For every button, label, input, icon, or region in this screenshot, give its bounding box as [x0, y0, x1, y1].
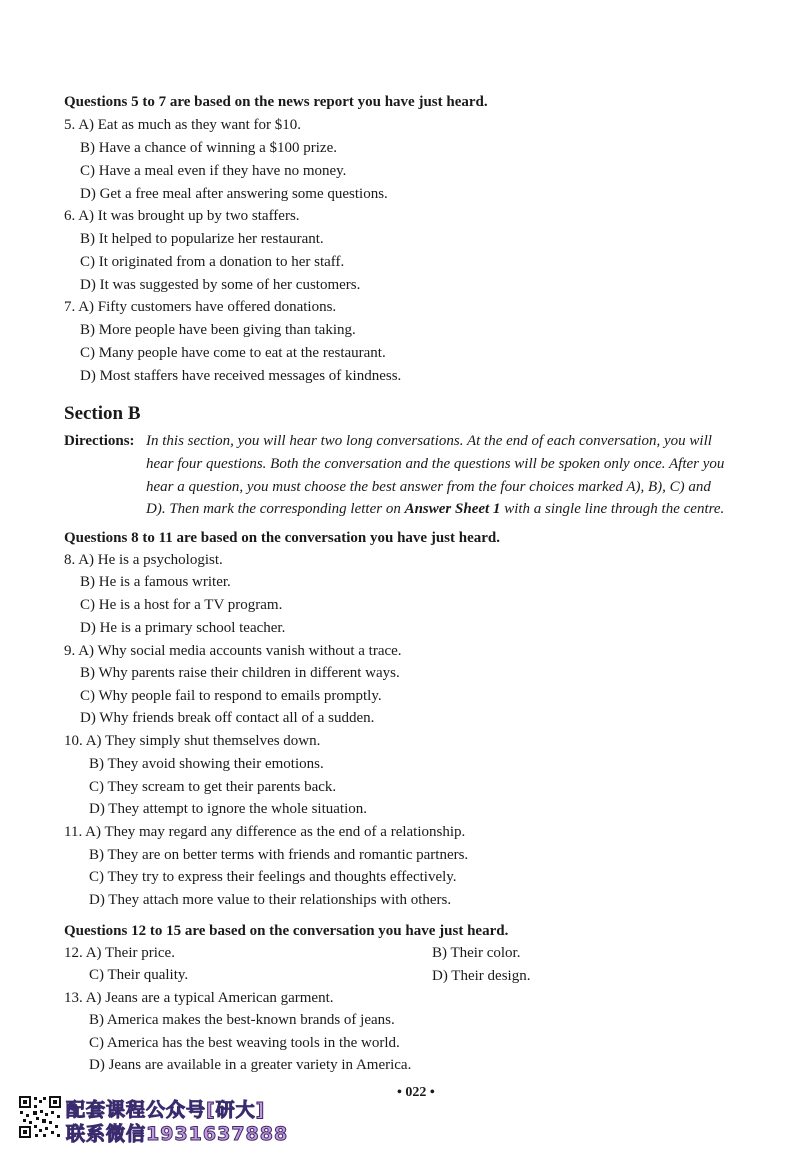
question-7-c: C) Many people have come to eat at the restaurant. [80, 345, 386, 361]
question-5-c: C) Have a meal even if they have no money. [80, 163, 347, 179]
question-6-c: C) It originated from a donation to her staff. [80, 254, 345, 270]
question-10-b: B) They avoid showing their emotions. [89, 756, 324, 772]
qr-code-icon [18, 1095, 62, 1139]
question-12-a: 12. A) Their price. [64, 945, 175, 961]
question-13-c: C) America has the best weaving tools in the world. [89, 1035, 400, 1051]
question-9-a: 9. A) Why social media accounts vanish without a trace. [64, 643, 402, 659]
group-heading: Questions 5 to 7 are based on the news report you have just heard. [64, 94, 488, 110]
question-6-a: 6. A) It was brought up by two staffers. [64, 208, 300, 224]
question-13-d: D) Jeans are available in a greater variety in America. [89, 1057, 412, 1073]
question-5-a: 5. A) Eat as much as they want for $10. [64, 117, 302, 133]
question-8-c: C) He is a host for a TV program. [80, 597, 283, 613]
question-7-a: 7. A) Fifty customers have offered donations. [64, 299, 337, 315]
question-7-d: D) Most staffers have received messages of kindness. [80, 368, 402, 384]
promo-line-2: 联系微信1931637888 [66, 1123, 289, 1145]
question-7-b: B) More people have been giving than taking. [80, 322, 356, 338]
directions-label: Directions: [64, 433, 135, 449]
question-10-d: D) They attempt to ignore the whole situation. [89, 801, 367, 817]
directions-line-1: In this section, you will hear two long conversations. At the end of each conversation, you will [146, 433, 712, 449]
question-6-d: D) It was suggested by some of her customers. [80, 277, 361, 293]
question-6-b: B) It helped to popularize her restaurant. [80, 231, 324, 247]
directions-line-2: hear four questions. Both the conversation and the questions will be spoken only once. After you [146, 456, 725, 472]
promo-line-1: 配套课程公众号[研大] [66, 1099, 266, 1121]
question-12-b: B) Their color. [432, 945, 521, 961]
question-9-d: D) Why friends break off contact all of a sudden. [80, 710, 375, 726]
question-10-c: C) They scream to get their parents back. [89, 779, 337, 795]
question-9-b: B) Why parents raise their children in different ways. [80, 665, 400, 681]
directions-line-3: hear a question, you must choose the best answer from the four choices marked A), B), C) and [146, 479, 711, 495]
question-11-d: D) They attach more value to their relationships with others. [89, 892, 452, 908]
directions-line-4: D). Then mark the corresponding letter on Answer Sheet 1 with a single line through the centre. [146, 501, 725, 517]
question-13-b: B) America makes the best-known brands of jeans. [89, 1012, 395, 1028]
section-title: Section B [64, 403, 141, 424]
question-12-d: D) Their design. [432, 968, 531, 984]
question-5-d: D) Get a free meal after answering some questions. [80, 186, 388, 202]
question-11-c: C) They try to express their feelings and thoughts effectively. [89, 869, 457, 885]
question-8-d: D) He is a primary school teacher. [80, 620, 286, 636]
question-12-c: C) Their quality. [89, 967, 189, 983]
question-11-a: 11. A) They may regard any difference as the end of a relationship. [64, 824, 466, 840]
page-number: • 022 • [397, 1085, 435, 1100]
question-10-a: 10. A) They simply shut themselves down. [64, 733, 321, 749]
answer-sheet-label: Answer Sheet 1 [404, 501, 501, 517]
group-heading: Questions 12 to 15 are based on the conversation you have just heard. [64, 923, 509, 939]
group-heading: Questions 8 to 11 are based on the conversation you have just heard. [64, 530, 500, 546]
question-11-b: B) They are on better terms with friends and romantic partners. [89, 847, 469, 863]
question-5-b: B) Have a chance of winning a $100 prize. [80, 140, 337, 156]
question-13-a: 13. A) Jeans are a typical American garment. [64, 990, 334, 1006]
question-8-a: 8. A) He is a psychologist. [64, 552, 223, 568]
question-8-b: B) He is a famous writer. [80, 574, 231, 590]
question-9-c: C) Why people fail to respond to emails promptly. [80, 688, 382, 704]
